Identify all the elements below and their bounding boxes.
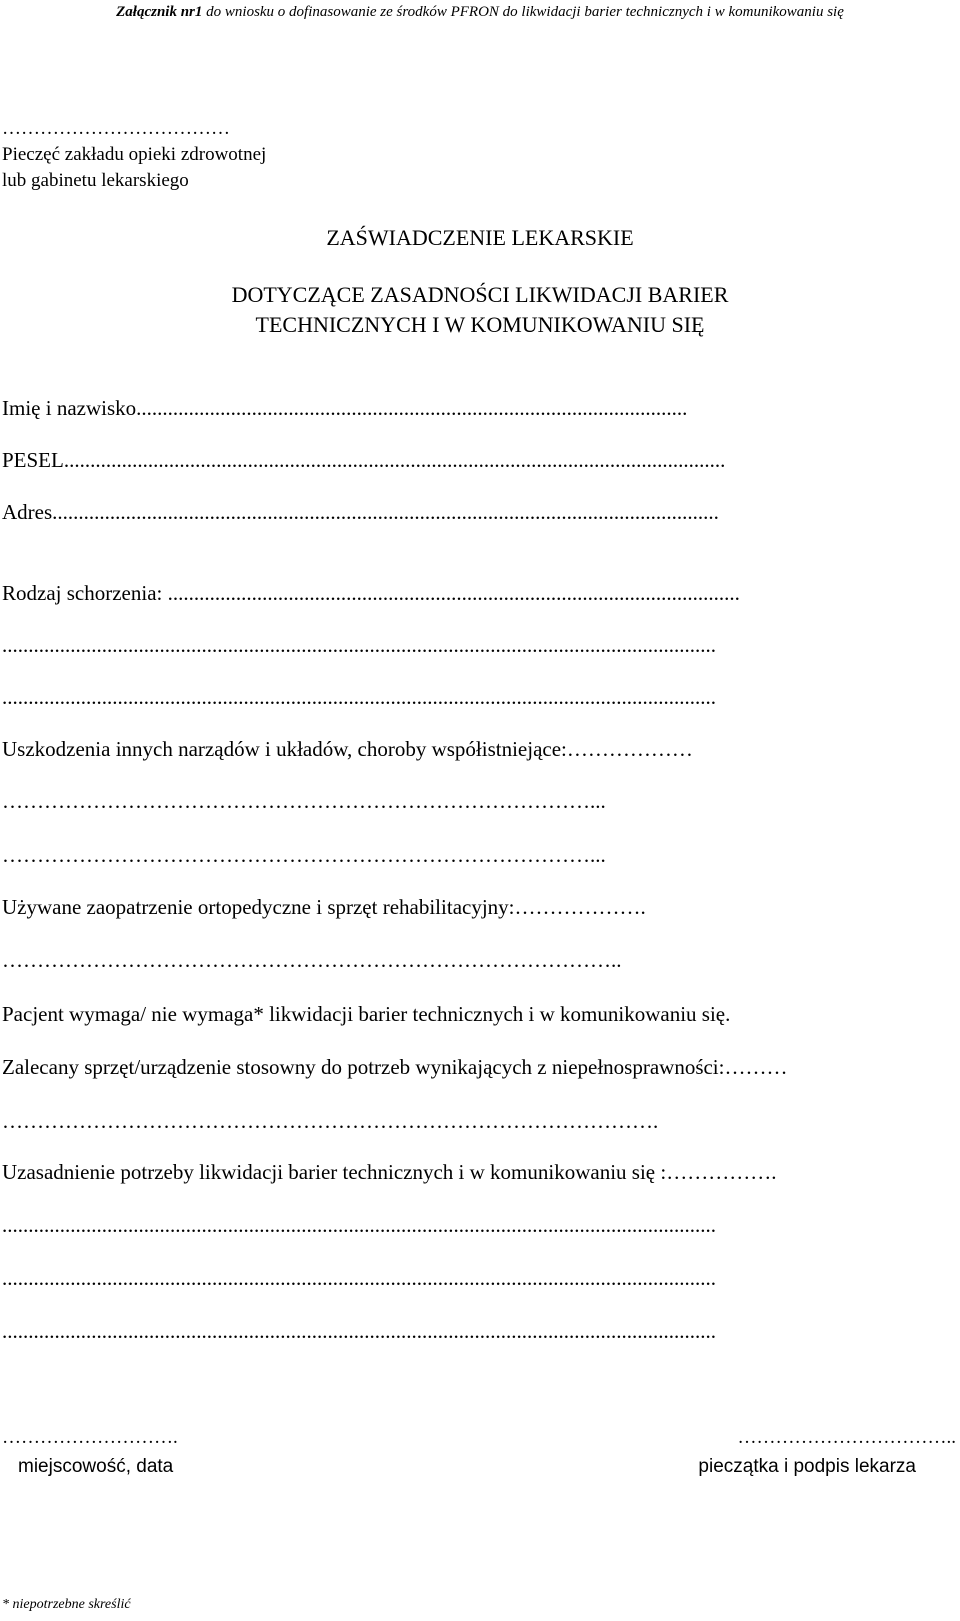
document-header	[0, 4, 960, 21]
stamp-label-line1: Pieczęć zakładu opieki zdrowotnej	[2, 144, 267, 165]
footnote: * niepotrzebne skreślić	[2, 1597, 131, 1612]
field-other-organs-continuation: …………………………………………………………………………...	[2, 843, 606, 867]
stamp-dots: ………………………………	[2, 118, 230, 139]
field-other-organs: Uszkodzenia innych narządów i układów, choroby współistniejące:………………	[2, 737, 693, 761]
field-justification-continuation: ........................................................................................................................................	[2, 1266, 716, 1290]
header-description: do wniosku o dofinasowanie ze środków PFRON do likwidacji barier technicznych i w komunikowaniu się	[202, 4, 844, 20]
field-disease: Rodzaj schorzenia: .............................................................................................................	[2, 581, 740, 605]
field-name: Imię i nazwisko.........................................................................................................	[2, 396, 688, 420]
field-patient-requires: Pacjent wymaga/ nie wymaga* likwidacji barier technicznych i w komunikowaniu się.	[2, 1002, 731, 1026]
field-equipment: Używane zaopatrzenie ortopedyczne i sprzęt rehabilitacyjny:……………….	[2, 895, 646, 919]
signature-dots: ……………………………..	[737, 1427, 956, 1448]
attachment-number: Załącznik nr1	[116, 4, 203, 20]
field-pesel: PESEL..............................................................................................................................	[2, 448, 726, 472]
field-justification-continuation: ........................................................................................................................................	[2, 1213, 716, 1237]
document-subtitle-line1: DOTYCZĄCE ZASADNOŚCI LIKWIDACJI BARIER	[231, 282, 729, 307]
place-date-label: miejscowość, data	[18, 1456, 174, 1477]
field-recommended-equipment: Zalecany sprzęt/urządzenie stosowny do potrzeb wynikających z niepełnosprawności:………	[2, 1055, 788, 1079]
place-date-dots: ……………………….	[2, 1427, 178, 1448]
field-equipment-continuation: ……………………………………………………………………………..	[2, 948, 622, 972]
field-recommended-equipment-continuation: ………………………………………………………………………………….	[2, 1109, 659, 1133]
stamp-label-line2: lub gabinetu lekarskiego	[2, 170, 189, 191]
document-title: ZAŚWIADCZENIE LEKARSKIE	[326, 225, 634, 250]
document-subtitle-line2: TECHNICZNYCH I W KOMUNIKOWANIU SIĘ	[255, 312, 705, 337]
field-justification: Uzasadnienie potrzeby likwidacji barier technicznych i w komunikowaniu się :…………….	[2, 1160, 777, 1184]
field-disease-continuation: ........................................................................................................................................	[2, 633, 716, 657]
field-other-organs-continuation: …………………………………………………………………………...	[2, 789, 606, 813]
field-address: Adres...............................................................................................................................	[2, 500, 719, 524]
field-justification-continuation: ........................................................................................................................................	[2, 1319, 716, 1343]
signature-label: pieczątka i podpis lekarza	[698, 1456, 916, 1477]
field-disease-continuation: ........................................................................................................................................	[2, 685, 716, 709]
